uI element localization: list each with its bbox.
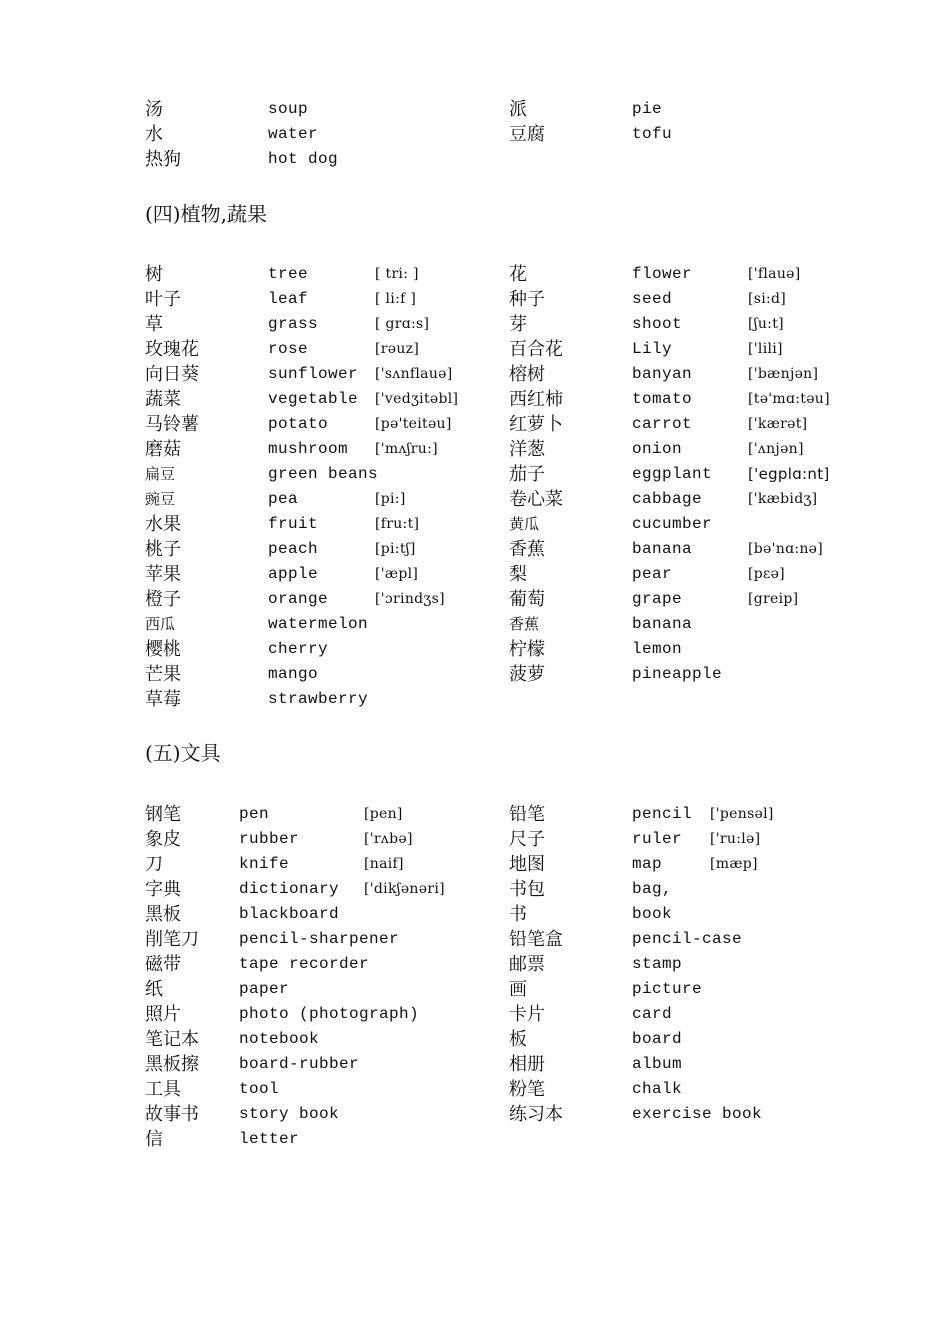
- english-word-right: seed: [632, 290, 673, 308]
- english-word-right: ruler: [632, 830, 683, 848]
- section-heading-plants: (四)植物,蔬果: [145, 202, 267, 226]
- phonetic: [pi:]: [375, 491, 406, 507]
- chinese-word: 故事书: [145, 1104, 199, 1125]
- chinese-word-right: 豆腐: [509, 124, 545, 145]
- english-word: sunflower: [268, 365, 359, 383]
- phonetic: [ tri: ]: [375, 266, 419, 282]
- chinese-word: 黑板: [145, 904, 181, 925]
- chinese-word-right: 卡片: [509, 1004, 545, 1025]
- phonetic-right: [ʃu:t]: [748, 316, 784, 332]
- english-word: tool: [239, 1080, 280, 1098]
- chinese-word-right: 茄子: [509, 464, 545, 485]
- chinese-word: 字典: [145, 879, 181, 900]
- english-word: rubber: [239, 830, 300, 848]
- english-word-right: carrot: [632, 415, 693, 433]
- english-word: mushroom: [268, 440, 349, 458]
- english-word-right: exercise book: [632, 1105, 763, 1123]
- vocab-row: [0, 287, 950, 312]
- vocab-row: [0, 662, 950, 687]
- phonetic: ['vedʒitәbl]: [375, 391, 459, 407]
- chinese-word-right: 红萝卜: [509, 414, 563, 435]
- chinese-word-right: 芽: [509, 314, 527, 335]
- vocab-row: [0, 1052, 950, 1077]
- chinese-word: 玫瑰花: [145, 339, 199, 360]
- phonetic-right: ['kæbidʒ]: [748, 491, 818, 507]
- chinese-word-right: 香蕉: [509, 615, 540, 633]
- english-word-right: card: [632, 1005, 673, 1023]
- chinese-word-right: 香蕉: [509, 539, 545, 560]
- chinese-word: 照片: [145, 1004, 181, 1025]
- chinese-word-right: 书: [509, 904, 527, 925]
- chinese-word-right: 榕树: [509, 364, 545, 385]
- english-word: rose: [268, 340, 309, 358]
- chinese-word: 向日葵: [145, 364, 199, 385]
- english-word: green beans: [268, 465, 379, 483]
- english-word-right: onion: [632, 440, 683, 458]
- phonetic-right: ['flauә]: [748, 266, 801, 282]
- english-word: fruit: [268, 515, 319, 533]
- english-word-right: pie: [632, 100, 663, 118]
- english-word-right: Lily: [632, 340, 673, 358]
- english-word: potato: [268, 415, 329, 433]
- chinese-word: 笔记本: [145, 1029, 199, 1050]
- vocab-row: [0, 1027, 950, 1052]
- english-word-right: album: [632, 1055, 683, 1073]
- chinese-word: 信: [145, 1129, 163, 1150]
- english-word-right: pencil: [632, 805, 693, 823]
- english-word-right: banana: [632, 615, 693, 633]
- chinese-word-right: 柠檬: [509, 639, 545, 660]
- english-word-right: pineapple: [632, 665, 723, 683]
- chinese-word-right: 书包: [509, 879, 545, 900]
- phonetic: ['sʌnflauә]: [375, 366, 453, 382]
- vocab-row: [0, 512, 950, 537]
- chinese-word-right: 地图: [509, 854, 545, 875]
- vocab-row: [0, 977, 950, 1002]
- chinese-word: 豌豆: [145, 490, 176, 508]
- chinese-word: 削笔刀: [145, 929, 199, 950]
- english-word: peach: [268, 540, 319, 558]
- chinese-word-right: 尺子: [509, 829, 545, 850]
- vocab-row: [0, 562, 950, 587]
- phonetic-right: [bә'nɑ:nә]: [748, 541, 824, 557]
- english-word: hot dog: [268, 150, 339, 168]
- chinese-word-right: 粉笔: [509, 1079, 545, 1100]
- english-word: story book: [239, 1105, 340, 1123]
- chinese-word: 草莓: [145, 689, 181, 710]
- vocab-row: [0, 337, 950, 362]
- english-word: pea: [268, 490, 299, 508]
- english-word: pen: [239, 805, 270, 823]
- english-word: blackboard: [239, 905, 340, 923]
- vocab-row: [0, 387, 950, 412]
- chinese-word-right: 卷心菜: [509, 489, 563, 510]
- english-word-right: board: [632, 1030, 683, 1048]
- english-word-right: lemon: [632, 640, 683, 658]
- phonetic-right: ['pensәl]: [710, 806, 774, 822]
- english-word-right: eggplant: [632, 465, 713, 483]
- english-word: soup: [268, 100, 309, 118]
- vocab-row: [0, 927, 950, 952]
- phonetic: [ grɑ:s]: [375, 316, 430, 332]
- chinese-word: 橙子: [145, 589, 181, 610]
- vocab-row: [0, 362, 950, 387]
- chinese-word-right: 派: [509, 99, 527, 120]
- phonetic-right: [tә'mɑ:tәu]: [748, 391, 830, 407]
- chinese-word: 磁带: [145, 954, 181, 975]
- chinese-word: 扁豆: [145, 465, 176, 483]
- english-word-right: stamp: [632, 955, 683, 973]
- vocab-row: [0, 462, 950, 487]
- vocab-row: [0, 877, 950, 902]
- phonetic-right: [greip]: [748, 591, 799, 607]
- english-word: letter: [239, 1130, 300, 1148]
- chinese-word: 桃子: [145, 539, 181, 560]
- vocab-row: [0, 412, 950, 437]
- english-word-right: cucumber: [632, 515, 713, 533]
- phonetic-right: [si:d]: [748, 291, 787, 307]
- english-word: mango: [268, 665, 319, 683]
- phonetic: [pen]: [364, 806, 403, 822]
- english-word-right: chalk: [632, 1080, 683, 1098]
- english-word: pencil-sharpener: [239, 930, 400, 948]
- vocab-row: [0, 637, 950, 662]
- english-word: cherry: [268, 640, 329, 658]
- vocab-row: [0, 1127, 950, 1152]
- vocab-row: [0, 827, 950, 852]
- english-word: paper: [239, 980, 290, 998]
- english-word-right: flower: [632, 265, 693, 283]
- vocab-row: [0, 97, 950, 122]
- chinese-word-right: 花: [509, 264, 527, 285]
- vocab-row: [0, 952, 950, 977]
- chinese-word-right: 板: [509, 1029, 527, 1050]
- phonetic: [pi:tʃ]: [375, 541, 416, 557]
- phonetic: ['rʌbә]: [364, 831, 413, 847]
- phonetic-right: ['egplɑ:nt]: [748, 465, 830, 483]
- phonetic: [naif]: [364, 856, 404, 872]
- vocab-row: [0, 1002, 950, 1027]
- phonetic: ['dikʃәnәri]: [364, 881, 445, 897]
- vocab-row: [0, 262, 950, 287]
- vocab-row: [0, 687, 950, 712]
- vocab-row: [0, 1102, 950, 1127]
- chinese-word-right: 画: [509, 979, 527, 1000]
- phonetic-right: ['ʌnjәn]: [748, 441, 804, 457]
- vocab-row: [0, 312, 950, 337]
- chinese-word-right: 练习本: [509, 1104, 563, 1125]
- chinese-word: 刀: [145, 854, 163, 875]
- english-word-right: book: [632, 905, 673, 923]
- phonetic: [ li:f ]: [375, 291, 417, 307]
- section-heading-stationery: (五)文具: [145, 741, 221, 765]
- english-word: leaf: [268, 290, 309, 308]
- chinese-word: 黑板擦: [145, 1054, 199, 1075]
- phonetic-right: ['ru:lә]: [710, 831, 761, 847]
- phonetic: [fru:t]: [375, 516, 420, 532]
- vocab-row: [0, 537, 950, 562]
- chinese-word: 芒果: [145, 664, 181, 685]
- english-word: orange: [268, 590, 329, 608]
- vocab-row: [0, 487, 950, 512]
- chinese-word: 水果: [145, 514, 181, 535]
- phonetic-right: ['bænjәn]: [748, 366, 819, 382]
- vocab-row: [0, 587, 950, 612]
- english-word-right: bag,: [632, 880, 673, 898]
- chinese-word: 磨菇: [145, 439, 181, 460]
- phonetic-right: ['kærәt]: [748, 416, 808, 432]
- chinese-word: 象皮: [145, 829, 181, 850]
- english-word: board-rubber: [239, 1055, 360, 1073]
- vocab-row: [0, 437, 950, 462]
- chinese-word: 工具: [145, 1079, 181, 1100]
- chinese-word-right: 相册: [509, 1054, 545, 1075]
- chinese-word: 水: [145, 124, 163, 145]
- phonetic-right: ['lili]: [748, 341, 783, 357]
- english-word-right: cabbage: [632, 490, 703, 508]
- english-word: tape recorder: [239, 955, 370, 973]
- english-word: apple: [268, 565, 319, 583]
- chinese-word-right: 百合花: [509, 339, 563, 360]
- english-word: knife: [239, 855, 290, 873]
- chinese-word: 钢笔: [145, 804, 181, 825]
- english-word-right: map: [632, 855, 663, 873]
- chinese-word: 西瓜: [145, 615, 176, 633]
- english-word-right: banana: [632, 540, 693, 558]
- phonetic: [rәuz]: [375, 341, 420, 357]
- vocab-row: [0, 1077, 950, 1102]
- english-word-right: tomato: [632, 390, 693, 408]
- english-word-right: banyan: [632, 365, 693, 383]
- chinese-word: 树: [145, 264, 163, 285]
- chinese-word-right: 梨: [509, 564, 527, 585]
- english-word: notebook: [239, 1030, 320, 1048]
- chinese-word: 苹果: [145, 564, 181, 585]
- chinese-word-right: 邮票: [509, 954, 545, 975]
- phonetic: ['ɔrindʒs]: [375, 591, 445, 607]
- chinese-word-right: 葡萄: [509, 589, 545, 610]
- chinese-word-right: 菠萝: [509, 664, 545, 685]
- english-word: dictionary: [239, 880, 340, 898]
- chinese-word: 叶子: [145, 289, 181, 310]
- phonetic-right: [pεә]: [748, 566, 785, 582]
- english-word-right: shoot: [632, 315, 683, 333]
- english-word-right: tofu: [632, 125, 673, 143]
- english-word: strawberry: [268, 690, 369, 708]
- chinese-word-right: 西红柿: [509, 389, 563, 410]
- chinese-word-right: 洋葱: [509, 439, 545, 460]
- english-word: vegetable: [268, 390, 359, 408]
- vocab-row: [0, 122, 950, 147]
- phonetic-right: [mæp]: [710, 856, 758, 872]
- chinese-word-right: 铅笔: [509, 804, 545, 825]
- phonetic: [pә'teitәu]: [375, 416, 452, 432]
- chinese-word: 马铃薯: [145, 414, 199, 435]
- chinese-word-right: 黄瓜: [509, 515, 540, 533]
- chinese-word-right: 铅笔盒: [509, 929, 563, 950]
- english-word: watermelon: [268, 615, 369, 633]
- phonetic: ['æpl]: [375, 566, 419, 582]
- vocab-row: [0, 852, 950, 877]
- chinese-word: 热狗: [145, 149, 181, 170]
- vocab-row: [0, 902, 950, 927]
- chinese-word: 汤: [145, 99, 163, 120]
- english-word-right: pencil-case: [632, 930, 743, 948]
- chinese-word-right: 种子: [509, 289, 545, 310]
- english-word-right: pear: [632, 565, 673, 583]
- chinese-word: 蔬菜: [145, 389, 181, 410]
- vocab-row: [0, 147, 950, 172]
- english-word: grass: [268, 315, 319, 333]
- chinese-word: 纸: [145, 979, 163, 1000]
- phonetic: ['mʌʃru:]: [375, 441, 438, 457]
- chinese-word: 樱桃: [145, 639, 181, 660]
- english-word-right: grape: [632, 590, 683, 608]
- vocab-row: [0, 802, 950, 827]
- chinese-word: 草: [145, 314, 163, 335]
- english-word: photo (photograph): [239, 1005, 420, 1023]
- english-word-right: picture: [632, 980, 703, 998]
- vocab-row: [0, 612, 950, 637]
- english-word: tree: [268, 265, 309, 283]
- english-word: water: [268, 125, 319, 143]
